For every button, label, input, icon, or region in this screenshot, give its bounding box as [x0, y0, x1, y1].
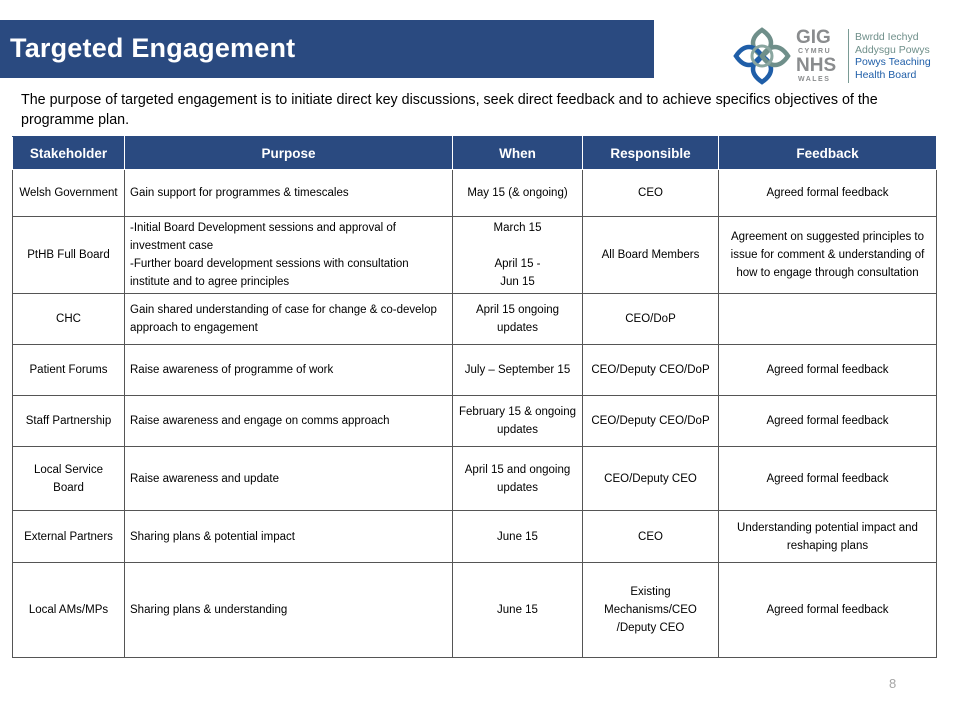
- purpose-cell: [125, 511, 453, 563]
- purpose-cell: [125, 563, 453, 658]
- when-cell: [453, 447, 583, 511]
- header-responsible: Responsible: [583, 137, 719, 170]
- stakeholder-cell: Staff Partnership: [13, 396, 125, 447]
- cell-line: February 15 & ongoing updates: [459, 406, 576, 436]
- stakeholder-cell: Local Service Board: [13, 447, 125, 511]
- cell-line: Raise awareness of programme of work: [130, 364, 334, 376]
- responsible-cell: All Board Members: [583, 217, 719, 294]
- purpose-cell: [125, 170, 453, 217]
- cell-line: Raise awareness and engage on comms approach: [130, 415, 390, 427]
- table-row: [13, 345, 937, 396]
- header-when: When: [453, 137, 583, 170]
- cell-line: [458, 237, 577, 255]
- cell-line: Sharing plans & understanding: [130, 604, 288, 616]
- feedback-cell: Agreed formal feedback: [719, 396, 937, 447]
- responsible-cell: CEO/Deputy CEO/DoP: [583, 345, 719, 396]
- slide-title: Targeted Engagement: [10, 33, 296, 63]
- cell-line: March 15: [493, 222, 542, 234]
- logo-nhs-text: NHS: [796, 55, 837, 76]
- stakeholder-cell: Patient Forums: [13, 345, 125, 396]
- feedback-cell: [719, 294, 937, 345]
- nhs-wales-wordmark: [796, 28, 844, 84]
- purpose-cell: [125, 447, 453, 511]
- feedback-cell: Agreed formal feedback: [719, 447, 937, 511]
- header-purpose: Purpose: [125, 137, 453, 170]
- when-cell: [453, 294, 583, 345]
- stakeholder-cell: CHC: [13, 294, 125, 345]
- responsible-cell: CEO: [583, 170, 719, 217]
- cell-line: Raise awareness and update: [130, 472, 279, 485]
- logo-divider: [848, 29, 849, 83]
- cell-line: April 15 ongoing updates: [475, 304, 560, 334]
- feedback-cell: Understanding potential impact and reshaping plans: [719, 511, 937, 563]
- cell-line: June 15: [497, 604, 538, 616]
- logo-cymru-text: CYMRU: [798, 48, 832, 55]
- table-row: [13, 170, 937, 217]
- responsible-cell: CEO/DoP: [583, 294, 719, 345]
- cell-line: -Initial Board Development sessions and approval of investment case: [130, 222, 396, 252]
- responsible-cell: CEO: [583, 511, 719, 563]
- cell-line: Gain support for programmes & timescales: [130, 187, 349, 199]
- purpose-cell: [125, 217, 453, 294]
- board-name-line3: Powys Teaching: [855, 56, 931, 68]
- stakeholder-cell: Local AMs/MPs: [13, 563, 125, 658]
- when-cell: [453, 396, 583, 447]
- logo-gig-text: GIG: [796, 27, 831, 48]
- header-feedback: Feedback: [719, 137, 937, 170]
- when-cell: [453, 563, 583, 658]
- stakeholder-cell: External Partners: [13, 511, 125, 563]
- table-row: [13, 217, 937, 294]
- cell-line: -Further board development sessions with consultation institute and to agree principles: [130, 258, 409, 288]
- board-name-line1: Bwrdd Iechyd: [855, 31, 919, 43]
- header-stakeholder: Stakeholder: [13, 137, 125, 170]
- table-row: [13, 396, 937, 447]
- page-number: 8: [889, 676, 897, 691]
- cell-line: Gain shared understanding of case for change & co-develop approach to engagement: [130, 304, 437, 334]
- purpose-cell: [125, 294, 453, 345]
- table-body: [13, 170, 937, 658]
- health-board-logo: [730, 24, 948, 88]
- feedback-cell: Agreed formal feedback: [719, 563, 937, 658]
- cell-line: April 15 -: [494, 258, 541, 270]
- cell-line: April 15 and ongoing updates: [464, 463, 571, 494]
- cell-line: July – September 15: [464, 364, 571, 376]
- responsible-cell: CEO/Deputy CEO: [583, 447, 719, 511]
- stakeholder-cell: Welsh Government: [13, 170, 125, 217]
- board-name: [855, 31, 931, 81]
- when-cell: [453, 345, 583, 396]
- feedback-cell: Agreed formal feedback: [719, 345, 937, 396]
- table-row: [13, 563, 937, 658]
- cell-line: May 15 (& ongoing): [467, 187, 568, 199]
- table-row: [13, 511, 937, 563]
- celtic-knot-icon: [730, 24, 794, 88]
- board-name-line2: Addysgu Powys: [855, 43, 930, 56]
- table-row: [13, 447, 937, 511]
- purpose-cell: [125, 396, 453, 447]
- stakeholder-cell: PtHB Full Board: [13, 217, 125, 294]
- table-header-row: [13, 137, 937, 170]
- table-row: [13, 294, 937, 345]
- feedback-cell: Agreed formal feedback: [719, 170, 937, 217]
- feedback-cell: Agreement on suggested principles to issue for comment & understanding of how to engage through consultation: [719, 217, 937, 294]
- responsible-cell: Existing Mechanisms/CEO /Deputy CEO: [583, 563, 719, 658]
- when-cell: [453, 170, 583, 217]
- intro-paragraph: The purpose of targeted engagement is to initiate direct key discussions, seek direct feedback and to achieve specifics objectives of the programme plan.: [21, 92, 878, 128]
- cell-line: June 15: [497, 530, 538, 543]
- board-name-line4: Health Board: [855, 68, 917, 81]
- cell-line: Sharing plans & potential impact: [130, 530, 295, 543]
- title-bar: [0, 20, 654, 78]
- logo-wales-text: WALES: [798, 76, 831, 83]
- when-cell: [453, 511, 583, 563]
- purpose-cell: [125, 345, 453, 396]
- cell-line: Jun 15: [500, 276, 535, 288]
- engagement-table: [12, 136, 937, 658]
- responsible-cell: CEO/Deputy CEO/DoP: [583, 396, 719, 447]
- when-cell: [453, 217, 583, 294]
